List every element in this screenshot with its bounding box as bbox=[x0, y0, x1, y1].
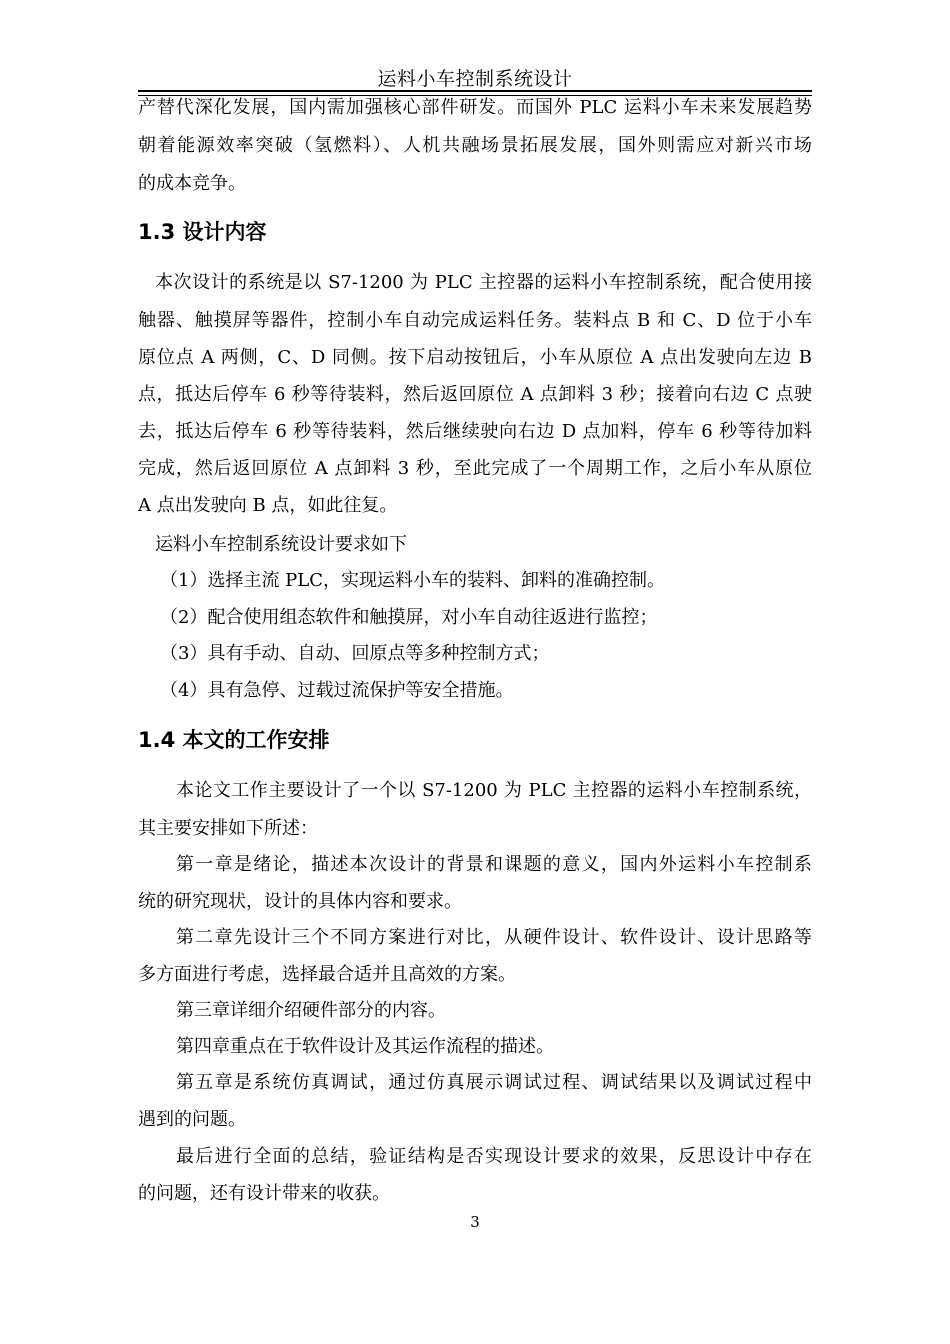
section-heading-1-4: 1.4 本文的工作安排 bbox=[138, 728, 330, 752]
paragraph-line: 统的研究现状，设计的具体内容和要求。 bbox=[138, 891, 462, 912]
paragraph-line: 本次设计的系统是以 S7-1200 为 PLC 主控器的运料小车控制系统，配合使用接 bbox=[155, 272, 812, 293]
paragraph-line: 第三章详细介绍硬件部分的内容。 bbox=[176, 1000, 446, 1021]
paragraph-line: 原位点 A 两侧，C、D 同侧。按下启动按钮后，小车从原位 A 点出发驶向左边 B bbox=[138, 347, 812, 368]
paragraph-line: 第一章是绪论，描述本次设计的背景和课题的意义，国内外运料小车控制系 bbox=[176, 854, 812, 875]
paragraph-line: 产替代深化发展，国内需加强核心部件研发。而国外 PLC 运料小车未来发展趋势 bbox=[138, 97, 812, 118]
paragraph-line: 第五章是系统仿真调试，通过仿真展示调试过程、调试结果以及调试过程中 bbox=[176, 1072, 812, 1093]
page-number: 3 bbox=[470, 1213, 480, 1231]
requirements-intro: 运料小车控制系统设计要求如下 bbox=[155, 534, 407, 555]
paragraph-line: 完成，然后返回原位 A 点卸料 3 秒，至此完成了一个周期工作，之后小车从原位 bbox=[138, 458, 812, 479]
paragraph-line: 的成本竞争。 bbox=[138, 173, 246, 194]
running-header: 运料小车控制系统设计 bbox=[377, 68, 573, 90]
paragraph-line: 最后进行全面的总结，验证结构是否实现设计要求的效果，反思设计中存在 bbox=[176, 1146, 812, 1167]
requirement-item: （3）具有手动、自动、回原点等多种控制方式； bbox=[160, 643, 550, 664]
paragraph-line: 的问题，还有设计带来的收获。 bbox=[138, 1183, 390, 1204]
paragraph-line: 其主要安排如下所述： bbox=[138, 818, 318, 839]
requirement-item: （1）选择主流 PLC，实现运料小车的装料、卸料的准确控制。 bbox=[160, 570, 666, 591]
section-heading-1-3: 1.3 设计内容 bbox=[138, 220, 267, 244]
paragraph-line: 去，抵达后停车 6 秒等待装料，然后继续驶向右边 D 点加料，停车 6 秒等待加料 bbox=[138, 421, 812, 442]
paragraph-line: 第四章重点在于软件设计及其运作流程的描述。 bbox=[176, 1036, 554, 1057]
paragraph-line: 朝着能源效率突破（氢燃料）、人机共融场景拓展发展，国外则需应对新兴市场 bbox=[138, 135, 812, 156]
paragraph-line: 触器、触摸屏等器件，控制小车自动完成运料任务。装料点 B 和 C、D 位于小车 bbox=[138, 310, 812, 331]
requirement-item: （2）配合使用组态软件和触摸屏，对小车自动往返进行监控； bbox=[160, 607, 658, 628]
paragraph-line: 第二章先设计三个不同方案进行对比，从硬件设计、软件设计、设计思路等 bbox=[176, 927, 812, 948]
paragraph-line: 遇到的问题。 bbox=[138, 1109, 246, 1130]
requirement-item: （4）具有急停、过载过流保护等安全措施。 bbox=[160, 680, 514, 701]
paragraph-line: 多方面进行考虑，选择最合适并且高效的方案。 bbox=[138, 964, 516, 985]
paragraph-line: 本论文工作主要设计了一个以 S7-1200 为 PLC 主控器的运料小车控制系统， bbox=[176, 780, 812, 801]
paragraph-line: 点，抵达后停车 6 秒等待装料，然后返回原位 A 点卸料 3 秒；接着向右边 C 点驶 bbox=[138, 384, 812, 405]
paragraph-line: A 点出发驶向 B 点，如此往复。 bbox=[138, 495, 398, 516]
header-rule-thick bbox=[138, 90, 812, 92]
